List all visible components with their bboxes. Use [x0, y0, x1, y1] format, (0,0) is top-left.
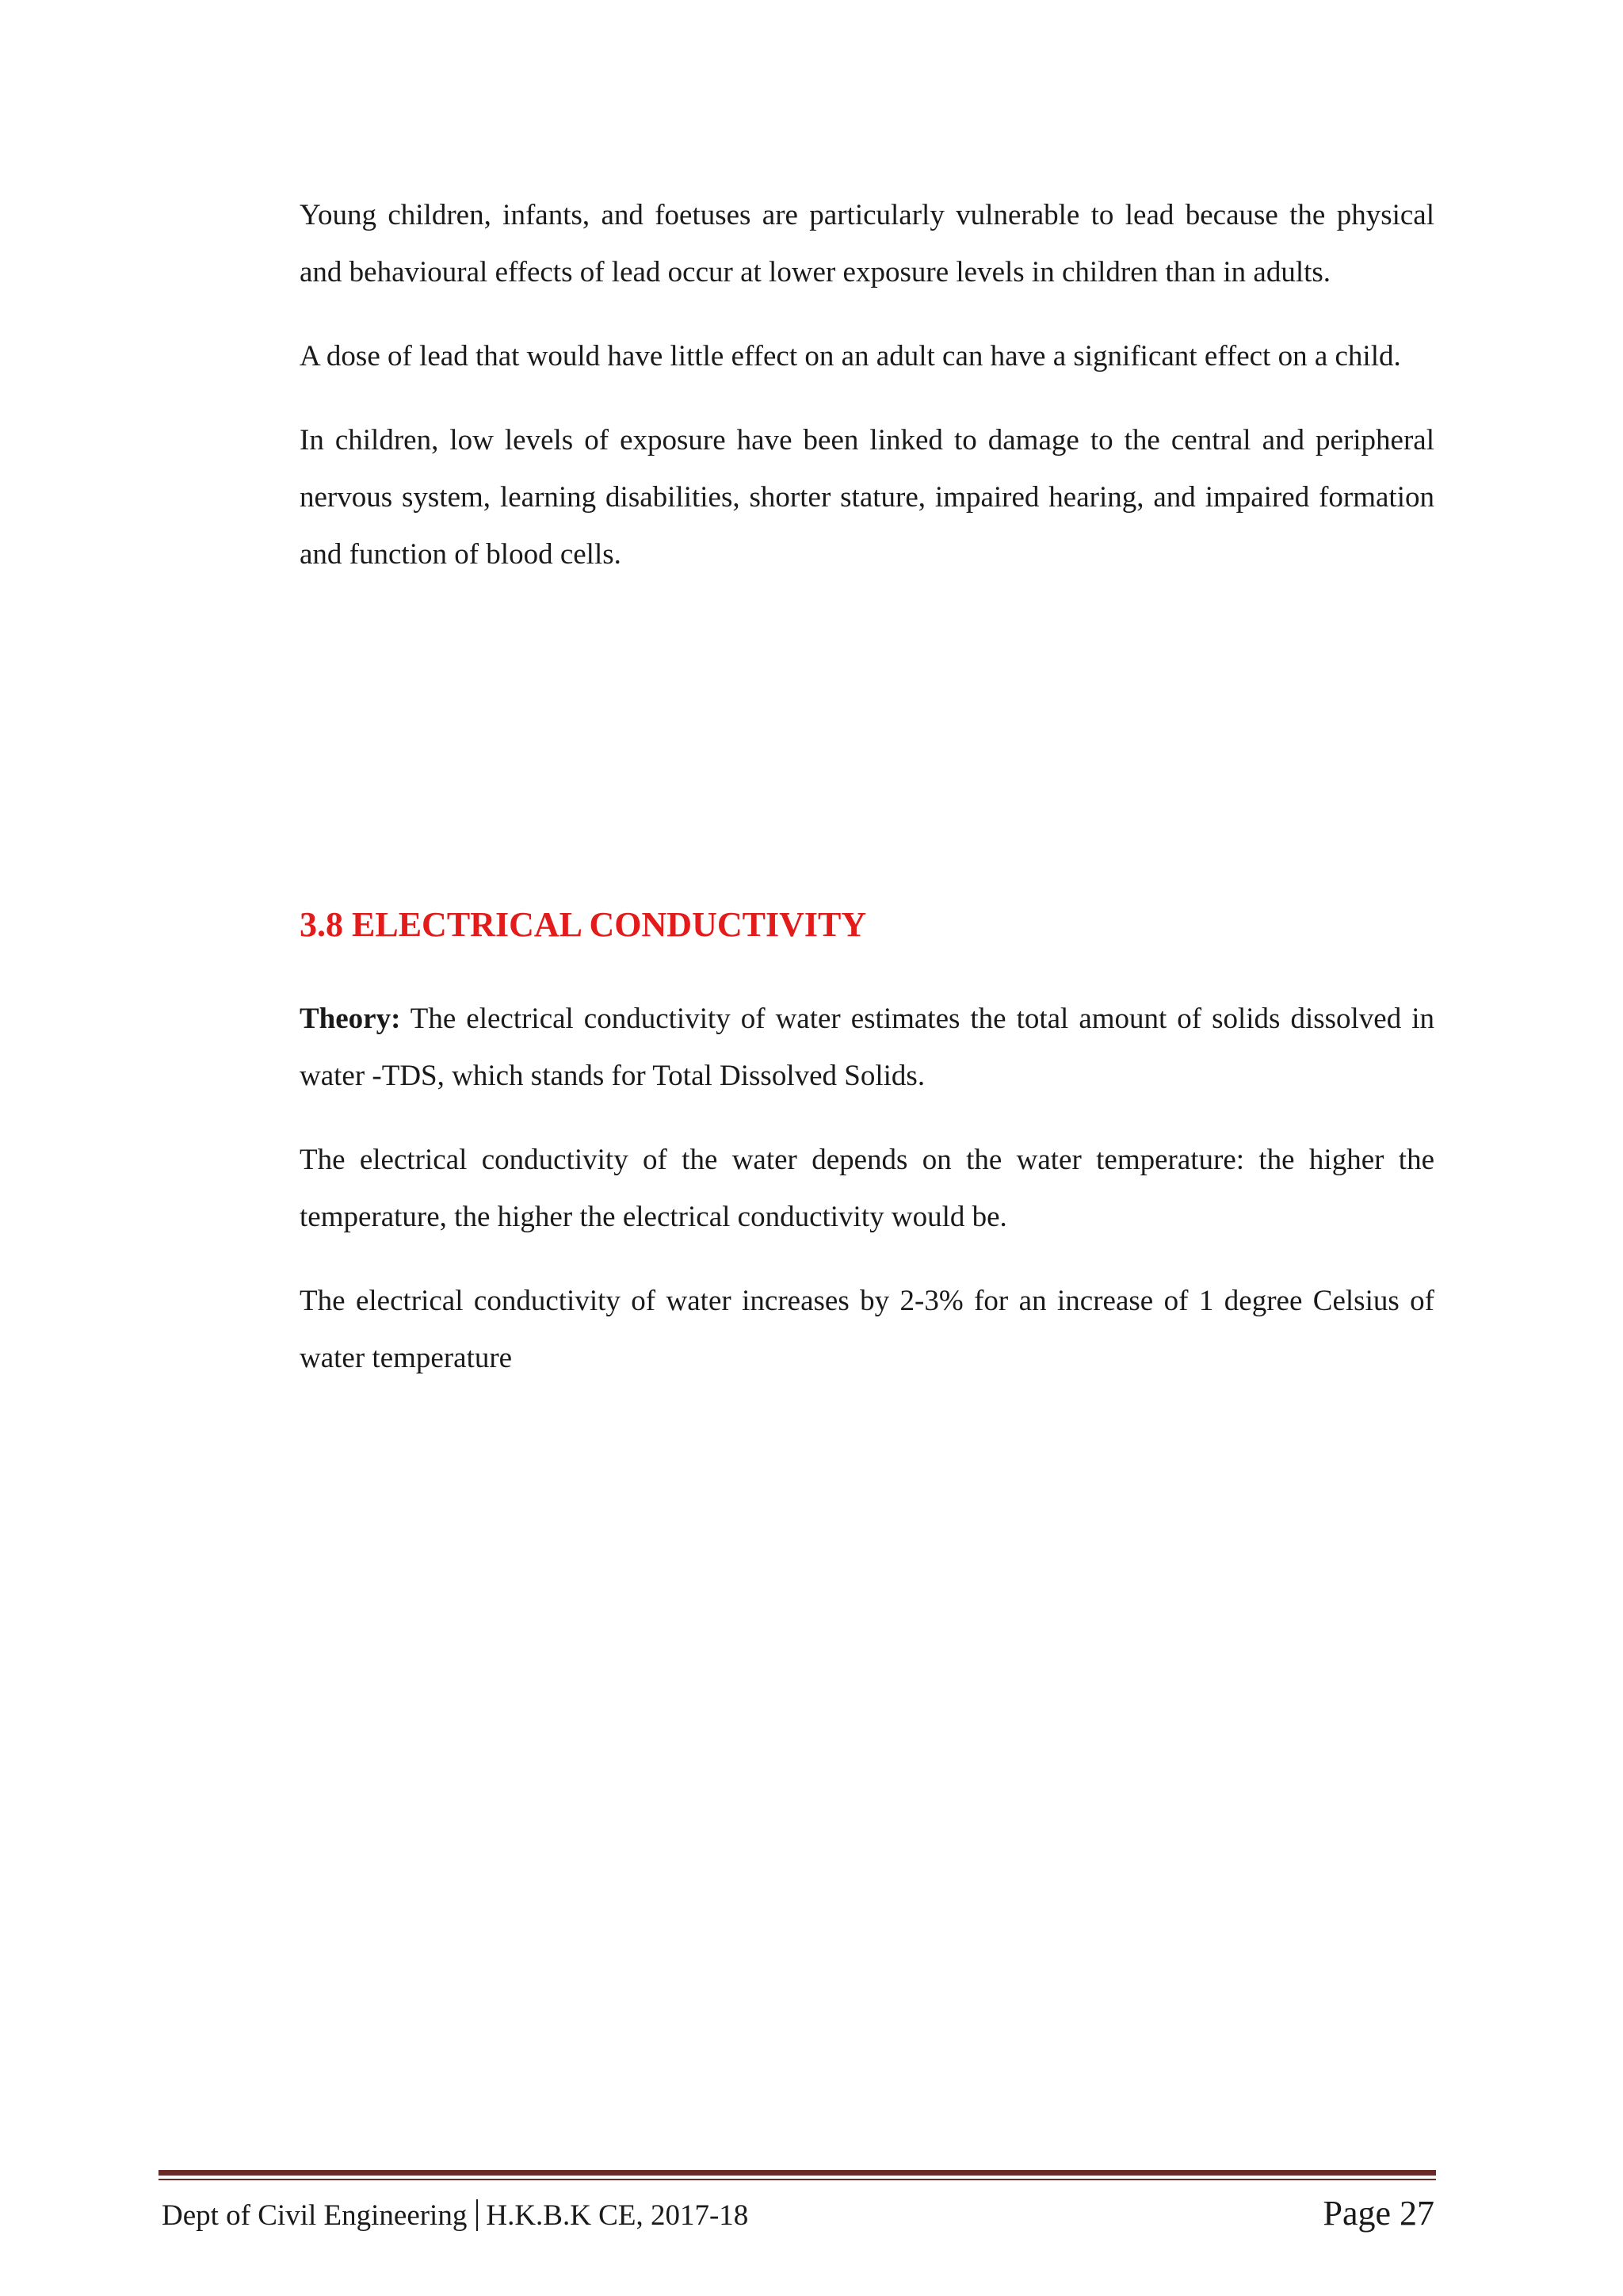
paragraph-temperature-increase: The electrical conductivity of water increases by 2-3% for an increase of 1 degree Celsius of water temperature: [300, 1285, 1434, 1374]
footer-left: [162, 2199, 748, 2233]
theory-text: The electrical conductivity of water estimates the total amount of solids dissolved in water -TDS, which stands for Total Dissolved Solids.: [300, 1003, 1434, 1092]
page-number: Page 27: [1323, 2194, 1434, 2233]
paragraph-exposure-effects: In children, low levels of exposure have been linked to damage to the central and peripheral nervous system, learning disabilities, shorter stature, impaired hearing, and impaired formation and function of blood cells.: [300, 424, 1434, 571]
paragraph-theory: [300, 991, 1434, 1105]
paragraph-temperature-dependence: The electrical conductivity of the water depends on the water temperature: the higher the temperature, the higher the electrical conductivity would be.: [300, 1144, 1434, 1233]
footer-rule-thin: [158, 2179, 1436, 2180]
page-footer: [162, 2187, 1434, 2235]
paragraph-dose-of-lead: A dose of lead that would have little effect on an adult can have a significant effect on a child.: [300, 340, 1401, 372]
body-top: [300, 187, 1434, 610]
footer-rule-thick: [158, 2170, 1436, 2176]
footer-department: Dept of Civil Engineering: [162, 2199, 468, 2232]
paragraph-children-vulnerability: Young children, infants, and foetuses are particularly vulnerable to lead because the physical and behavioural effects of lead occur at lower exposure levels in children than in adults.: [300, 199, 1434, 288]
footer-separator: [476, 2199, 478, 2231]
footer-institution: H.K.B.K CE, 2017-18: [486, 2199, 749, 2232]
section-heading: 3.8 ELECTRICAL CONDUCTIVITY: [300, 905, 867, 944]
body-bottom: [300, 991, 1434, 1414]
theory-label: Theory:: [300, 1003, 401, 1035]
